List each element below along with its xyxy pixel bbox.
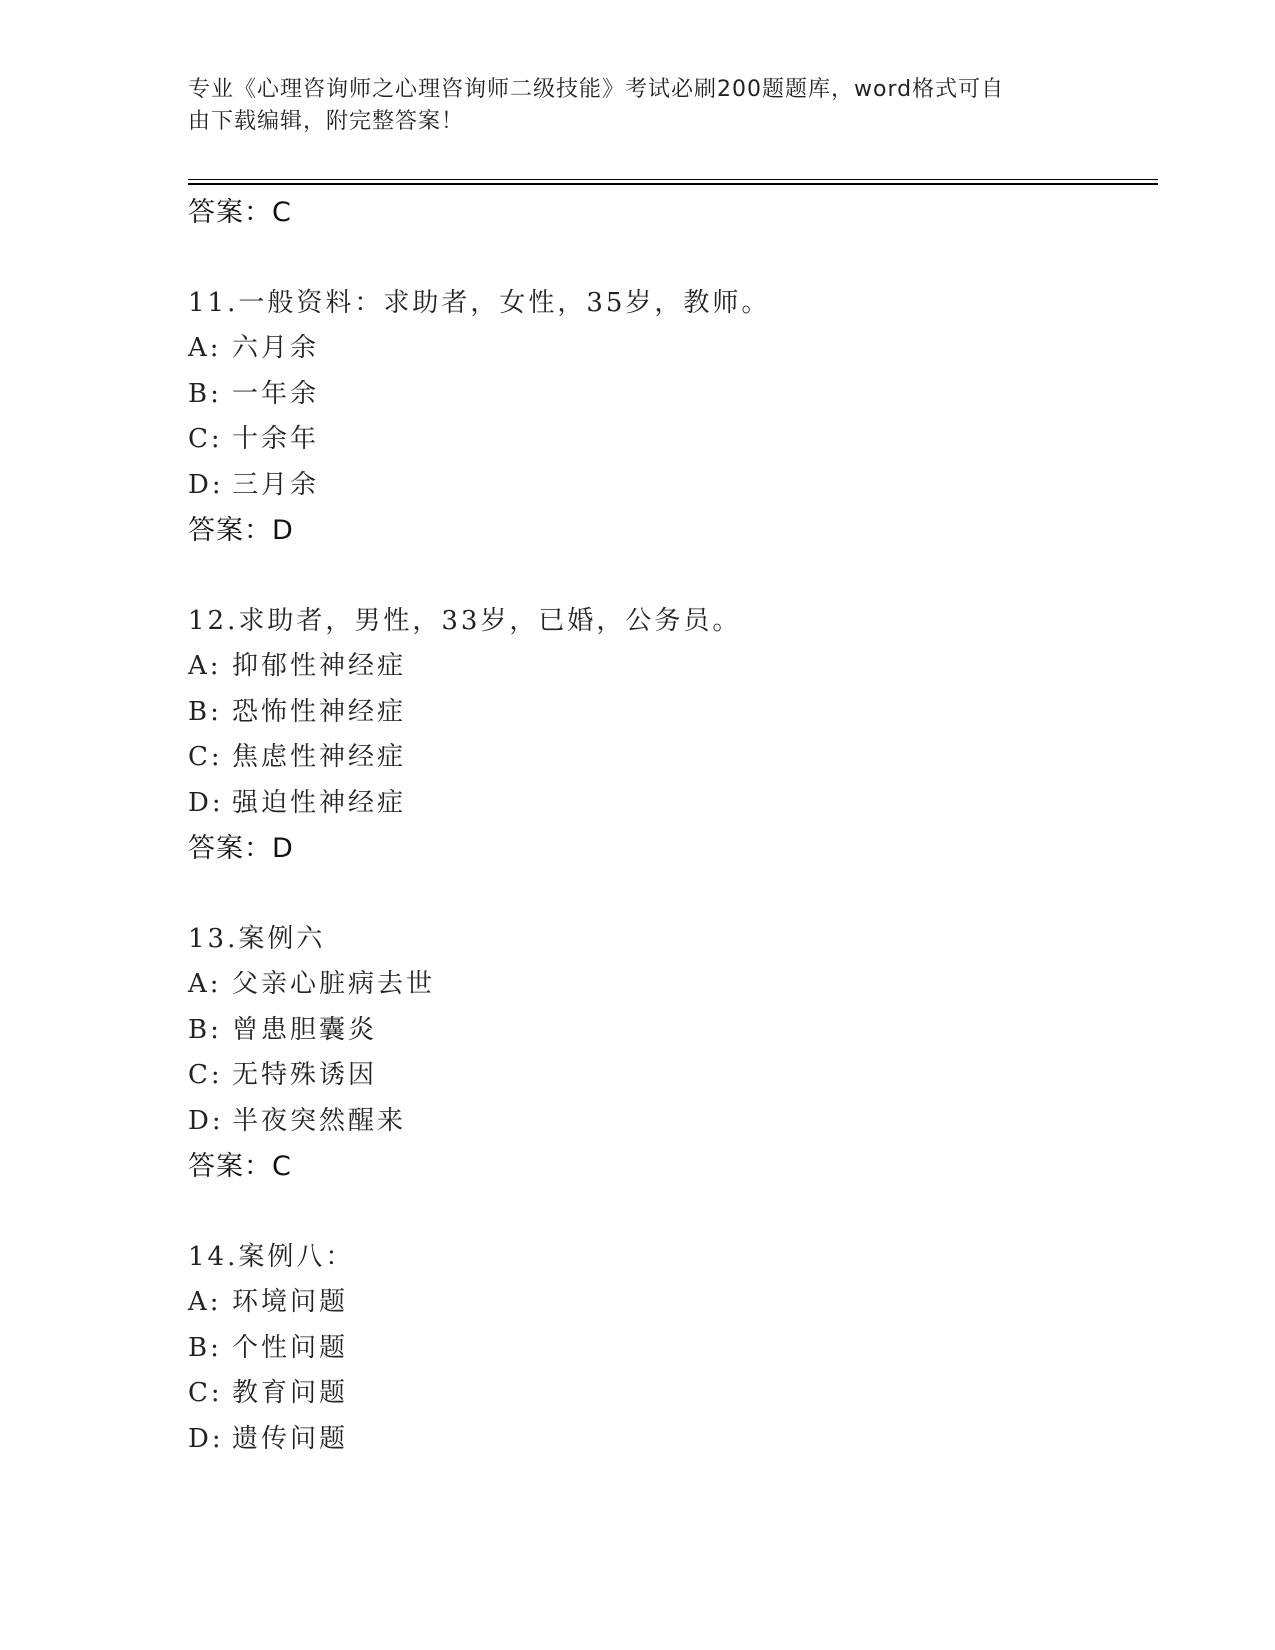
option-a [188, 962, 1158, 1008]
option-b [188, 372, 1158, 418]
option-text: 无特殊诱因 [232, 1060, 378, 1090]
option-key: D: [188, 787, 224, 818]
option-text: 遗传问题 [232, 1423, 349, 1454]
question-13 [188, 916, 1158, 1190]
option-text: 抑郁性神经症 [232, 651, 407, 681]
option-key: D: [188, 1423, 224, 1454]
option-key: C: [188, 424, 223, 454]
document-header [188, 74, 1068, 138]
option-d [188, 1417, 1158, 1463]
option-c [188, 1053, 1158, 1099]
option-b [188, 690, 1158, 736]
answer-line: 答案：D [188, 833, 294, 864]
header-divider-thin [188, 179, 1158, 180]
document-body [188, 190, 1158, 1462]
option-text: 一年余 [232, 378, 320, 409]
spacer [188, 1190, 1158, 1234]
previous-answer: 答案：C [188, 197, 292, 228]
option-text: 强迫性神经症 [232, 787, 407, 818]
option-key: A: [188, 969, 222, 999]
option-c [188, 1371, 1158, 1417]
header-line-1: 专业《心理咨询师之心理咨询师二级技能》考试必刷200题题库，word格式可自 [188, 77, 1005, 102]
option-text: 十余年 [232, 424, 320, 454]
option-key: B: [188, 696, 222, 727]
option-key: D: [188, 469, 224, 500]
option-key: A: [188, 1287, 222, 1317]
spacer [188, 554, 1158, 598]
answer-line: 答案：D [188, 515, 294, 546]
option-b [188, 1326, 1158, 1372]
option-key: B: [188, 1332, 222, 1363]
option-d [188, 1099, 1158, 1145]
option-text: 个性问题 [232, 1332, 349, 1363]
option-text: 环境问题 [232, 1287, 349, 1317]
option-key: A: [188, 651, 222, 681]
option-text: 教育问题 [232, 1378, 349, 1408]
option-a [188, 326, 1158, 372]
option-text: 恐怖性神经症 [232, 696, 407, 727]
header-line-2: 由下载编辑，附完整答案！ [188, 109, 465, 134]
option-text: 三月余 [232, 469, 320, 500]
question-stem: 14.案例八： [188, 1242, 355, 1272]
option-b [188, 1008, 1158, 1054]
option-key: D: [188, 1105, 224, 1136]
option-key: A: [188, 333, 222, 363]
option-key: B: [188, 1014, 222, 1045]
option-a [188, 1280, 1158, 1326]
option-text: 焦虑性神经症 [232, 742, 407, 772]
question-stem: 12.求助者，男性，33岁，已婚，公务员。 [188, 606, 742, 636]
option-text: 半夜突然醒来 [232, 1105, 407, 1136]
option-text: 六月余 [232, 333, 320, 363]
option-a [188, 644, 1158, 690]
question-stem: 11.一般资料：求助者，女性，35岁，教师。 [188, 288, 771, 318]
question-14 [188, 1234, 1158, 1462]
option-key: C: [188, 1060, 223, 1090]
option-c [188, 417, 1158, 463]
option-key: B: [188, 378, 222, 409]
question-12 [188, 598, 1158, 872]
spacer [188, 872, 1158, 916]
option-text: 父亲心脏病去世 [232, 969, 436, 999]
option-d [188, 463, 1158, 509]
option-key: C: [188, 742, 223, 772]
question-stem: 13.案例六 [188, 924, 326, 954]
option-key: C: [188, 1378, 223, 1408]
option-text: 曾患胆囊炎 [232, 1014, 378, 1045]
question-11 [188, 280, 1158, 554]
answer-line: 答案：C [188, 1151, 292, 1182]
option-d [188, 781, 1158, 827]
spacer [188, 236, 1158, 280]
option-c [188, 735, 1158, 781]
header-divider-thick [188, 183, 1158, 185]
